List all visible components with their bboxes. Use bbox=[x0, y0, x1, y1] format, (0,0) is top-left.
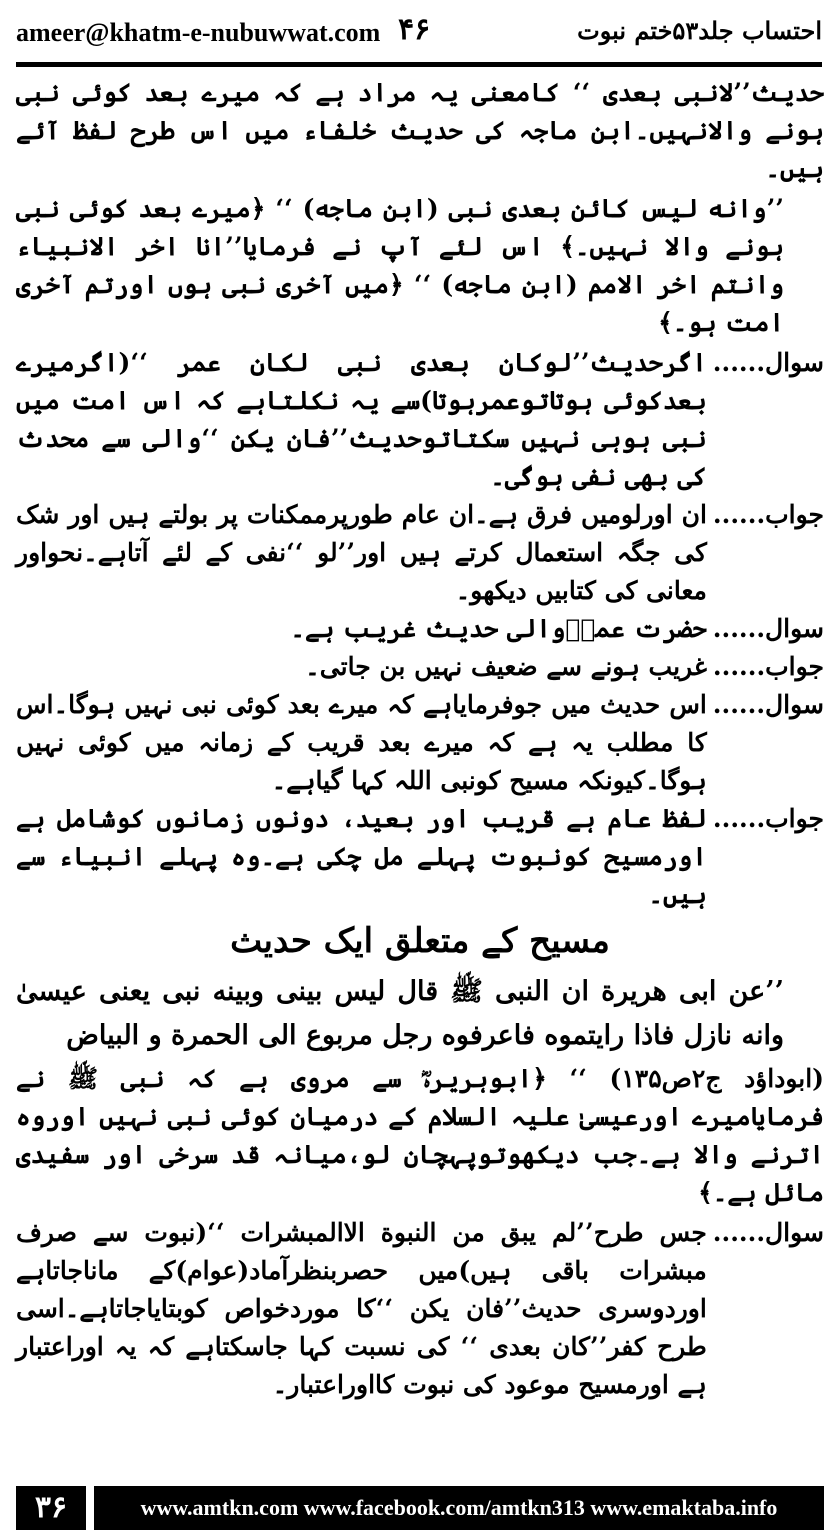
hadith-arabic: ’’عن ابى هريرة ان النبى ﷺ قال ليس بينى وبينه نبى يعنى عيسىٰ وانه نازل فاذا رايتموه فاعرفوه رجل مربوع الى الحمرة و البياض bbox=[16, 976, 784, 1051]
page-number: ۴۶ bbox=[398, 12, 431, 47]
qa-answer-3 bbox=[16, 800, 824, 914]
hadith-reference-translation: (ابوداؤد ج۲ص۱۳۵) ‘‘ ﴿ابوہریرہؓ سے مروی ہے کہ نبی ﷺ نے فرمایامیرے اورعیسیٰ علیہ السلام کے درمیان کوئی نبی نہیں اوروہ اترنے والا ہے۔جب دیکھوتوپہچان لو،میانہ قد سرخی اور سفیدی مائل ہے۔﴾ bbox=[16, 1064, 825, 1207]
answer-text: ان اورلومیں فرق ہے۔ان عام طورپرممکنات پر بولتے ہیں اور شک کی جگہ استعمال کرتے ہیں اور’’لو ‘‘نفی کے لئے آتاہے۔نحواور معانی کی کتابیں دیکھو۔ bbox=[16, 500, 707, 605]
footer-links: www.amtkn.com www.facebook.com/amtkn313 www.emaktaba.info bbox=[94, 1486, 824, 1530]
question-text: جس طرح’’لم يبق من النبوة الاالمبشرات ‘‘(نبوت سے صرف مبشرات باقی ہیں)میں حصربنظرآماد(عوام)کے ماناجاتاہے اوردوسری حدیث’’فان يكن ‘‘کا موردخواص کوبتایاجاتاہے۔اسی طرح کفر’’كان بعدى ‘‘ کی نسبت کہا جاسکتاہے کہ یہ اوراعتبار ہے اورمسیح موعود کی نبوت کااوراعتبار۔ bbox=[16, 1218, 707, 1399]
book-page-number: ۳۶ bbox=[16, 1486, 86, 1530]
paragraph-2: ’’وانه ليس كائن بعدى نبى (ابن ماجه) ‘‘ ﴿میرے بعد کوئی نبی ہونے والا نہیں۔﴾ اس لئے آپ نے فرمایا’’انا اخر الانبياء وانتم اخر الامم (ابن ماجه) ‘‘ ﴿میں آخری نبی ہوں اورتم آخری امت ہو۔﴾ bbox=[16, 194, 784, 337]
page-header bbox=[16, 10, 822, 60]
qa-question-4 bbox=[16, 1214, 824, 1404]
question-label: سوال...... bbox=[712, 1218, 824, 1247]
question-text: حضرت عمرؓوالی حدیث غریب ہے۔ bbox=[290, 614, 707, 643]
header-email: ameer@khatm-e-nubuwwat.com bbox=[16, 18, 381, 47]
qa-answer-1 bbox=[16, 496, 824, 610]
answer-label: جواب...... bbox=[712, 804, 824, 833]
answer-text: غریب ہونے سے ضعیف نہیں بن جاتی۔ bbox=[305, 652, 707, 681]
question-label: سوال...... bbox=[712, 690, 824, 719]
qa-question-3 bbox=[16, 686, 824, 800]
page-footer bbox=[16, 1486, 824, 1530]
answer-label: جواب...... bbox=[712, 500, 824, 529]
question-label: سوال...... bbox=[712, 348, 824, 377]
answer-text: لفظ عام ہے قریب اور بعید، دونوں زمانوں کوشامل ہے اورمسیح کونبوت پہلے مل چکی ہے۔وہ پہلے انبیاء سے ہیں۔ bbox=[16, 804, 707, 909]
qa-question-1 bbox=[16, 344, 824, 496]
question-text: اگرحدیث’’لوكان بعدى نبى لكان عمر ‘‘(اگرمیرے بعدکوئی ہوتاتوعمرہوتا)سے یہ نکلتاہے کہ اس امت میں نبی ہوہی نہیں سکتاتوحدیث’’فان يكن ‘‘والی سے محدث کی بھی نفی ہوگی۔ bbox=[16, 348, 707, 491]
section-heading: مسیح کے متعلق ایک حدیث bbox=[230, 921, 610, 961]
question-label: سوال...... bbox=[712, 614, 824, 643]
answer-label: جواب...... bbox=[712, 652, 824, 681]
running-head: احتساب جلد۵۳ختم نبوت bbox=[577, 16, 822, 45]
paragraph-1: حدیث’’لانبی بعدی ‘‘ کامعنی یہ مراد ہے کہ میرے بعد کوئی نبی ہونے والانہیں۔ابن ماجہ کی حدیث خلفاء میں اس طرح لفظ آئے ہیں۔ bbox=[16, 78, 824, 183]
page-body bbox=[16, 74, 824, 1464]
qa-question-2 bbox=[16, 610, 824, 648]
question-text: اس حدیث میں جوفرمایاہے کہ میرے بعد کوئی نبی نہیں ہوگا۔اس کا مطلب یہ ہے کہ میرے بعد قریب کے زمانہ میں کوئی نہیں ہوگا۔کیونکہ مسیح کونبی اللہ کہا گیاہے۔ bbox=[16, 690, 707, 795]
header-rule bbox=[16, 62, 822, 67]
qa-answer-2 bbox=[16, 648, 824, 686]
